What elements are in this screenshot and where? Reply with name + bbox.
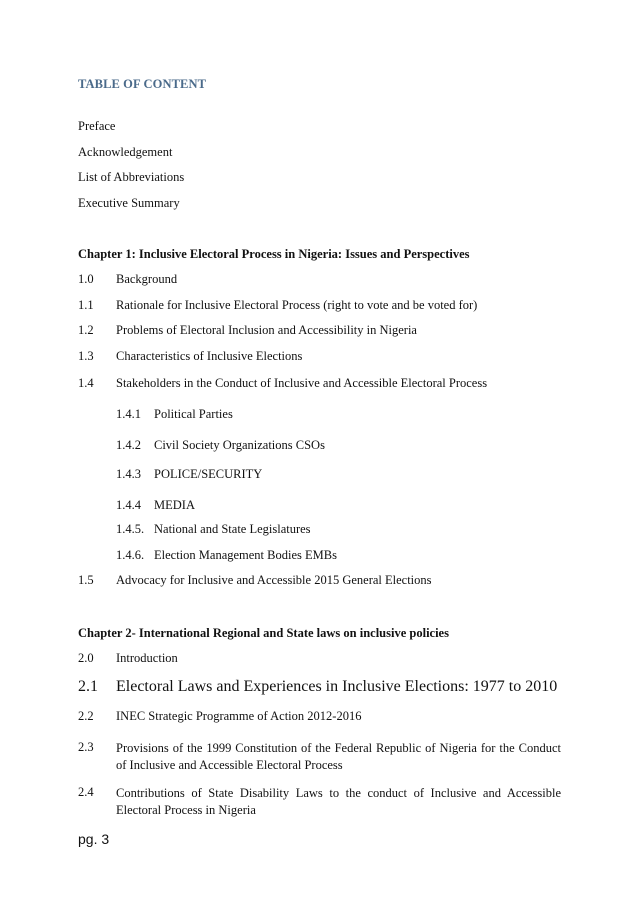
toc-subentry-text: Civil Society Organizations CSOs bbox=[154, 438, 325, 452]
toc-entry-number: 1.2 bbox=[78, 323, 94, 337]
toc-item-executive-summary: Executive Summary bbox=[78, 196, 180, 210]
toc-entry-text: Advocacy for Inclusive and Accessible 2015 General Elections bbox=[116, 573, 432, 587]
toc-entry-text: Contributions of State Disability Laws to the conduct of Inclusive and Accessible Electoral Process in Nigeria bbox=[116, 786, 561, 817]
toc-entry-text: Provisions of the 1999 Constitution of the Federal Republic of Nigeria for the Conduct of Inclusive and Accessible Electoral Process bbox=[116, 741, 561, 772]
toc-subentry-text: POLICE/SECURITY bbox=[154, 467, 263, 481]
toc-entry-number: 2.1 bbox=[78, 678, 98, 695]
toc-subentry-number: 1.4.5. bbox=[116, 522, 145, 536]
toc-entry-number: 2.2 bbox=[78, 709, 94, 723]
toc-entry-text: Stakeholders in the Conduct of Inclusive and Accessible Electoral Process bbox=[116, 376, 488, 390]
toc-item-acknowledgement: Acknowledgement bbox=[78, 145, 173, 159]
toc-entry-text: Introduction bbox=[116, 651, 178, 665]
toc-entry-number: 2.4 bbox=[78, 785, 94, 799]
toc-entry-text: Background bbox=[116, 272, 178, 286]
toc-entry-number: 2.0 bbox=[78, 651, 94, 665]
toc-entry-text: Rationale for Inclusive Electoral Process (right to vote and be voted for) bbox=[116, 298, 478, 312]
toc-entry-number: 1.0 bbox=[78, 272, 94, 286]
toc-title: TABLE OF CONTENT bbox=[78, 77, 207, 91]
toc-item-abbreviations: List of Abbreviations bbox=[78, 170, 185, 184]
toc-subentry-text: Political Parties bbox=[154, 407, 233, 421]
toc-subentry-number: 1.4.6. bbox=[116, 548, 145, 562]
toc-item-preface: Preface bbox=[78, 119, 116, 133]
chapter-1-heading: Chapter 1: Inclusive Electoral Process in Nigeria: Issues and Perspectives bbox=[78, 247, 470, 261]
toc-subentry-text: Election Management Bodies EMBs bbox=[154, 548, 337, 562]
toc-subentry-number: 1.4.2 bbox=[116, 438, 141, 452]
toc-entry-number: 1.3 bbox=[78, 349, 94, 363]
toc-entry-number: 2.3 bbox=[78, 740, 94, 754]
toc-entry-number: 1.1 bbox=[78, 298, 94, 312]
toc-subentry-number: 1.4.4 bbox=[116, 498, 141, 512]
toc-entry-text: INEC Strategic Programme of Action 2012-2016 bbox=[116, 709, 362, 723]
chapter-2-heading: Chapter 2- International Regional and State laws on inclusive policies bbox=[78, 626, 449, 640]
toc-entry-number: 1.4 bbox=[78, 376, 94, 390]
toc-entry-text: Electoral Laws and Experiences in Inclusive Elections: 1977 to 2010 bbox=[116, 678, 558, 695]
toc-entry-text: Problems of Electoral Inclusion and Accessibility in Nigeria bbox=[116, 323, 417, 337]
toc-subentry-text: National and State Legislatures bbox=[154, 522, 311, 536]
toc-entry-number: 1.5 bbox=[78, 573, 94, 587]
toc-entry-text: Characteristics of Inclusive Elections bbox=[116, 349, 303, 363]
page-number: pg. 3 bbox=[78, 831, 110, 847]
toc-subentry-number: 1.4.3 bbox=[116, 467, 141, 481]
toc-subentry-number: 1.4.1 bbox=[116, 407, 141, 421]
toc-subentry-text: MEDIA bbox=[154, 498, 195, 512]
